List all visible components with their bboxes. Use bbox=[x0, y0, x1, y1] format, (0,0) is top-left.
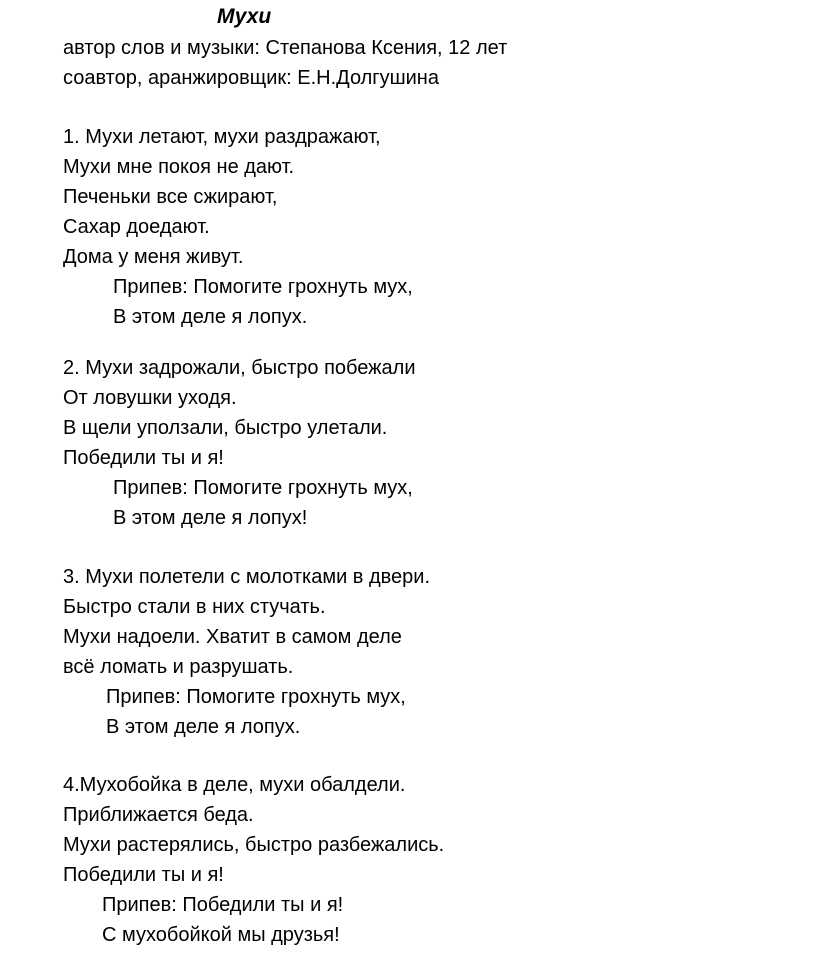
verse-4-line-4: Победили ты и я! bbox=[63, 864, 224, 886]
verse-1-line-1: 1. Мухи летают, мухи раздражают, bbox=[63, 126, 381, 148]
verse-2-line-1: 2. Мухи задрожали, быстро побежали bbox=[63, 357, 416, 379]
verse-1-line-5: Дома у меня живут. bbox=[63, 246, 244, 268]
song-title: Мухи bbox=[217, 5, 272, 28]
chorus-1-line-1: Припев: Помогите грохнуть мух, bbox=[113, 276, 413, 298]
chorus-4-line-2: С мухобойкой мы друзья! bbox=[102, 924, 340, 946]
verse-3-line-4: всё ломать и разрушать. bbox=[63, 656, 294, 678]
verse-2-line-3: В щели уползали, быстро улетали. bbox=[63, 417, 388, 439]
verse-4-line-1: 4.Мухобойка в деле, мухи обалдели. bbox=[63, 774, 406, 796]
verse-3-line-3: Мухи надоели. Хватит в самом деле bbox=[63, 626, 402, 648]
chorus-3-line-2: В этом деле я лопух. bbox=[106, 716, 301, 738]
chorus-4-line-1: Припев: Победили ты и я! bbox=[102, 894, 344, 916]
coauthor-credit: соавтор, аранжировщик: Е.Н.Долгушина bbox=[63, 67, 439, 89]
chorus-2-line-1: Припев: Помогите грохнуть мух, bbox=[113, 477, 413, 499]
verse-2-line-2: От ловушки уходя. bbox=[63, 387, 237, 409]
chorus-1-line-2: В этом деле я лопух. bbox=[113, 306, 308, 328]
verse-2-line-4: Победили ты и я! bbox=[63, 447, 224, 469]
verse-1-line-4: Сахар доедают. bbox=[63, 216, 210, 238]
author-credit: автор слов и музыки: Степанова Ксения, 12 лет bbox=[63, 37, 508, 59]
verse-3-line-2: Быстро стали в них стучать. bbox=[63, 596, 326, 618]
chorus-2-line-2: В этом деле я лопух! bbox=[113, 507, 308, 529]
chorus-3-line-1: Припев: Помогите грохнуть мух, bbox=[106, 686, 406, 708]
verse-1-line-3: Печеньки все сжирают, bbox=[63, 186, 278, 208]
verse-4-line-2: Приближается беда. bbox=[63, 804, 254, 826]
verse-1-line-2: Мухи мне покоя не дают. bbox=[63, 156, 295, 178]
verse-3-line-1: 3. Мухи полетели с молотками в двери. bbox=[63, 566, 431, 588]
verse-4-line-3: Мухи растерялись, быстро разбежались. bbox=[63, 834, 445, 856]
